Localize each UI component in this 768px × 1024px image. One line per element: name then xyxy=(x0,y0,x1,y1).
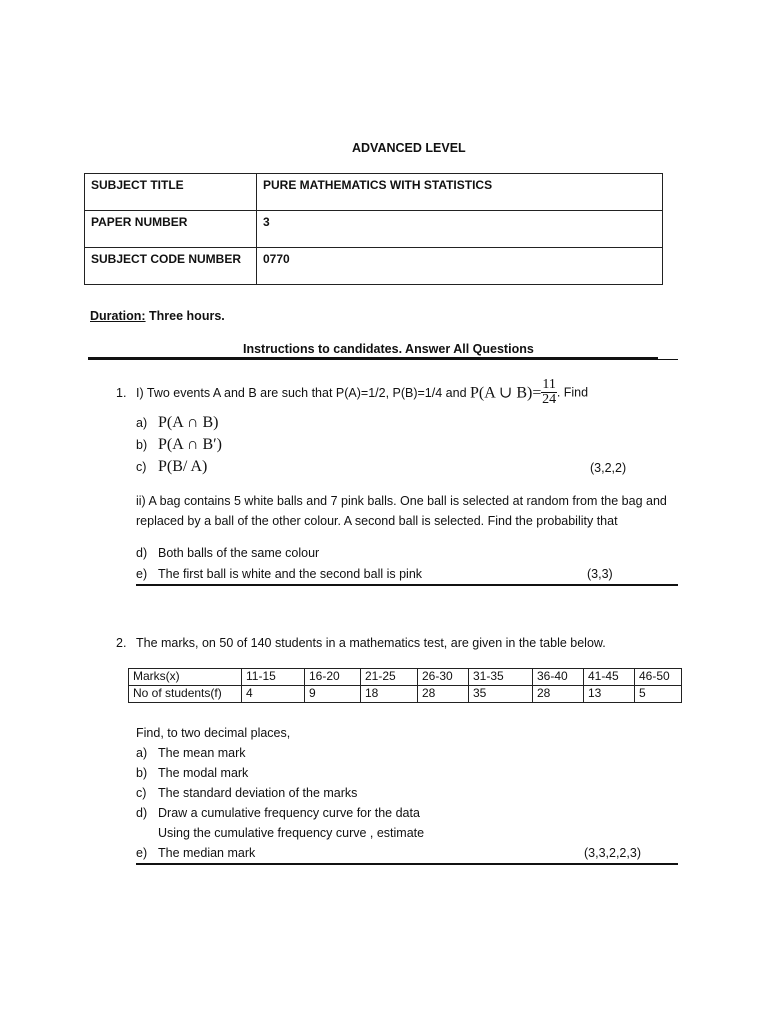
instructions: Instructions to candidates. Answer All Questions xyxy=(243,342,534,356)
item-label: d) xyxy=(136,546,148,560)
given-fraction xyxy=(541,378,556,407)
item-label: e) xyxy=(136,567,148,581)
duration xyxy=(90,309,225,323)
table-row xyxy=(129,669,682,686)
marks-allocation: (3,2,2) xyxy=(590,461,627,475)
divider xyxy=(88,359,678,360)
item-text: The first ball is white and the second ball is pink xyxy=(158,567,423,581)
item-text: The standard deviation of the marks xyxy=(158,786,358,800)
list-item xyxy=(136,806,420,820)
table-cell: 9 xyxy=(305,686,361,703)
question-1-intro-text: I) Two events A and B are such that P(A)=1/2, P(B)=1/4 and xyxy=(136,385,467,400)
duration-label: Duration: xyxy=(90,309,146,323)
item-label: a) xyxy=(136,746,148,760)
marks-allocation: (3,3,2,2,3) xyxy=(584,846,641,860)
subject-code-label: SUBJECT CODE NUMBER xyxy=(85,248,257,285)
item-expression: P(B/ A) xyxy=(158,458,208,475)
list-item xyxy=(136,746,246,760)
table-cell: 4 xyxy=(242,686,305,703)
list-item xyxy=(136,846,255,860)
table-row xyxy=(129,686,682,703)
table-cell: 46-50 xyxy=(635,669,682,686)
question-1-intro xyxy=(136,378,588,407)
question-2-find: Find, to two decimal places, xyxy=(136,726,291,740)
marks-allocation: (3,3) xyxy=(587,567,613,581)
question-2-number: 2. xyxy=(116,636,127,650)
find-text: . Find xyxy=(556,385,589,400)
item-label: e) xyxy=(136,846,148,860)
table-cell: 31-35 xyxy=(469,669,533,686)
table-cell: 36-40 xyxy=(533,669,584,686)
list-item xyxy=(136,414,218,432)
divider xyxy=(136,584,678,586)
duration-value: Three hours. xyxy=(145,309,225,323)
question-2-intro: The marks, on 50 of 140 students in a mathematics test, are given in the table below. xyxy=(136,636,606,650)
subject-title-label: SUBJECT TITLE xyxy=(85,174,257,211)
table-cell: 35 xyxy=(469,686,533,703)
question-1-part2-line2: replaced by a ball of the other colour. A second ball is selected. Find the probability that xyxy=(136,514,618,528)
item-label: b) xyxy=(136,766,148,780)
table-cell: 41-45 xyxy=(584,669,635,686)
table-cell: 18 xyxy=(361,686,418,703)
paper-number-value: 3 xyxy=(257,211,663,248)
list-item xyxy=(136,546,319,560)
paper-number-label: PAPER NUMBER xyxy=(85,211,257,248)
question-2-using: Using the cumulative frequency curve , estimate xyxy=(158,826,425,840)
item-label: c) xyxy=(136,786,147,800)
page-title: ADVANCED LEVEL xyxy=(352,141,466,155)
item-expression: P(A ∩ B′) xyxy=(158,436,222,453)
list-item xyxy=(136,436,222,454)
item-text: Both balls of the same colour xyxy=(158,546,320,560)
table-row xyxy=(85,248,663,285)
table-cell: 13 xyxy=(584,686,635,703)
list-item xyxy=(136,458,207,476)
table-row xyxy=(85,174,663,211)
table-cell: 28 xyxy=(533,686,584,703)
item-expression: P(A ∩ B) xyxy=(158,414,219,431)
fraction-denominator: 24 xyxy=(542,392,557,407)
table-cell: 28 xyxy=(418,686,469,703)
list-item xyxy=(136,567,422,581)
subject-info-table xyxy=(84,173,663,285)
subject-title-value: PURE MATHEMATICS WITH STATISTICS xyxy=(257,174,663,211)
subject-code-value: 0770 xyxy=(257,248,663,285)
table-cell: Marks(x) xyxy=(129,669,242,686)
table-cell: 11-15 xyxy=(242,669,305,686)
item-text: The median mark xyxy=(158,846,256,860)
given-expression: P(A ∪ B)= xyxy=(470,384,542,402)
list-item xyxy=(136,766,248,780)
list-item xyxy=(136,786,357,800)
fraction-numerator: 11 xyxy=(542,377,556,392)
item-text: Draw a cumulative frequency curve for the data xyxy=(158,806,420,820)
item-label: b) xyxy=(136,438,148,452)
question-1-number: 1. xyxy=(116,386,127,400)
item-label: d) xyxy=(136,806,148,820)
table-cell: 26-30 xyxy=(418,669,469,686)
table-cell: 5 xyxy=(635,686,682,703)
table-cell: 21-25 xyxy=(361,669,418,686)
item-text: The modal mark xyxy=(158,766,249,780)
item-label: a) xyxy=(136,416,148,430)
table-row xyxy=(85,211,663,248)
marks-table xyxy=(128,668,682,703)
table-cell: 16-20 xyxy=(305,669,361,686)
table-cell: No of students(f) xyxy=(129,686,242,703)
question-1-part2-line1: ii) A bag contains 5 white balls and 7 pink balls. One ball is selected at random from the bag and xyxy=(136,494,667,508)
divider xyxy=(136,863,678,865)
item-label: c) xyxy=(136,460,147,474)
item-text: The mean mark xyxy=(158,746,246,760)
